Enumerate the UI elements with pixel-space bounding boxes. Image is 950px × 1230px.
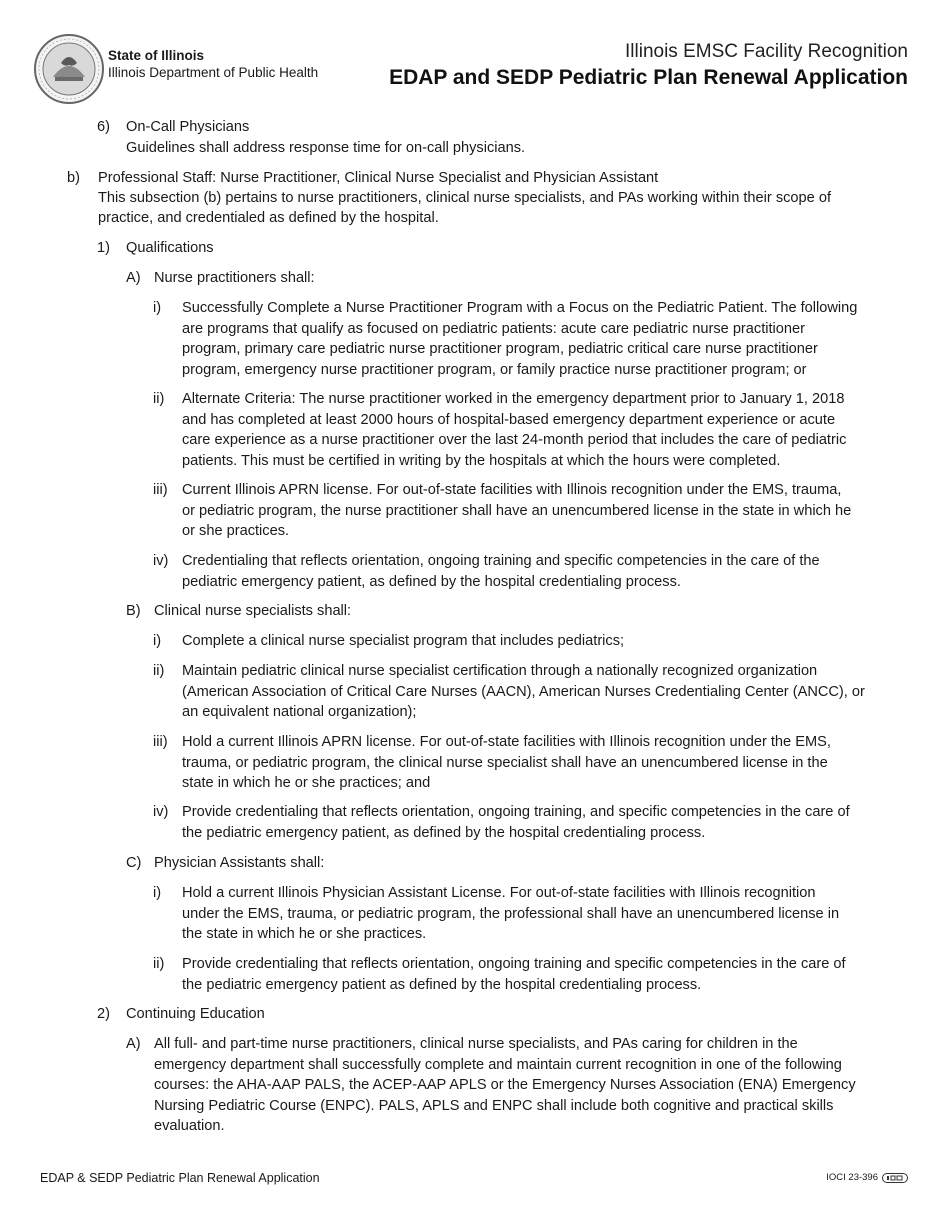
text-line: Provide credentialing that reflects orientation, ongoing training, and specific competencies in the care of (182, 804, 850, 820)
text-line: trauma, or pediatric program, the clinical nurse specialist shall have an unencumbered license in the (182, 754, 828, 771)
cns-item-ii-text (182, 661, 913, 723)
text-line: pediatric emergency patient, as defined by the hospital credentialing process. (182, 573, 681, 590)
text-line: Successfully Complete a Nurse Practitioner Program with a Focus on the Pediatric Patient. The following (182, 300, 858, 316)
pa-item-ii-text (182, 954, 913, 995)
text-line: Hold a current Illinois Physician Assistant License. For out-of-state facilities with Illinois recognition (182, 885, 816, 901)
np-item-i-text (182, 298, 913, 380)
clinical-nurse-specialists-title: Clinical nurse specialists shall: (154, 603, 352, 619)
text-line: state in which he or she practices; and (182, 775, 431, 791)
section-6-text: Guidelines shall address response time for on-call physicians. (126, 140, 526, 156)
text-line: are programs that qualify as focused on pediatric patients: acute care pediatric nurse practitioner (182, 320, 806, 337)
qualifications-number: 1) (97, 240, 110, 256)
np-item-iv-text (182, 551, 913, 592)
nurse-practitioners-title: Nurse practitioners shall: (154, 270, 315, 286)
cns-item-i-text (182, 631, 913, 652)
cns-item-iv-text (182, 802, 913, 843)
program-title: Illinois EMSC Facility Recognition (625, 41, 908, 62)
text-line: Hold a current Illinois APRN license. For out-of-state facilities with Illinois recognition under the EMS, (182, 734, 831, 750)
text-line: Alternate Criteria: The nurse practitioner worked in the emergency department prior to January 1, 2018 (182, 391, 845, 407)
np-item-ii-text (182, 389, 913, 471)
physician-assistants-title: Physician Assistants shall: (154, 855, 325, 871)
text-line: emergency department shall successfully complete and maintain current recognition in one of the following (154, 1056, 842, 1073)
text-line: or pediatric program, the nurse practitioner shall have an unencumbered license in the state in which he (182, 502, 852, 519)
section-b-title: Professional Staff: Nurse Practitioner, Clinical Nurse Specialist and Physician Assistant (98, 170, 659, 186)
np-item-i-label: i) (153, 300, 162, 316)
footer-form-number (826, 1172, 908, 1183)
text-line: Provide credentialing that reflects orientation, ongoing training and specific competencies in the care of (182, 956, 846, 972)
text-line: courses: the AHA-AAP PALS, the ACEP-AAP APLS or the Emergency Nurses Association (ENA) Emergency (154, 1077, 856, 1093)
text-line: the pediatric emergency patient as defined by the hospital credentialing process. (182, 976, 702, 993)
section-b-text-line-1: This subsection (b) pertains to nurse practitioners, clinical nurse specialists, and PAs working within their scope of (98, 190, 831, 206)
footer-document-name: EDAP & SEDP Pediatric Plan Renewal Application (40, 1171, 320, 1185)
np-item-iii-label: iii) (153, 482, 168, 498)
section-6-title: On-Call Physicians (126, 119, 250, 135)
document-title: EDAP and SEDP Pediatric Plan Renewal Application (389, 66, 908, 89)
text-line: the state in which he or she practices. (182, 926, 427, 942)
text-line: (American Association of Critical Care Nurses (AACN), American Nurses Credentialing Center (ANCC), or (182, 683, 865, 700)
qualifications-title: Qualifications (126, 240, 214, 256)
text-line: Maintain pediatric clinical nurse specialist certification through a nationally recognized organization (182, 663, 818, 679)
text-line: care experience as a nurse practitioner over the last 24-month period that includes the care of pediatric (182, 432, 847, 448)
nurse-practitioners-letter: A) (126, 270, 141, 286)
text-line: program, emergency nurse practitioner program, or family practice nurse practitioner program; or (182, 361, 807, 378)
section-b-letter: b) (67, 170, 80, 186)
idph-logo-icon (882, 1173, 908, 1183)
text-line: the pediatric emergency patient, as defined by the hospital credentialing process. (182, 824, 706, 841)
text-line: Credentialing that reflects orientation, ongoing training and specific competencies in the care of the (182, 553, 820, 569)
pa-item-ii-label: ii) (153, 956, 165, 972)
section-6-number: 6) (97, 119, 110, 135)
department-name: Illinois Department of Public Health (108, 65, 319, 80)
ce-item-a-label: A) (126, 1036, 141, 1052)
cns-item-iv-label: iv) (153, 804, 169, 820)
cns-item-iii-text (182, 732, 913, 794)
section-b-text-line-2: practice, and credentialed as defined by the hospital. (98, 210, 439, 226)
ce-item-a-text (154, 1034, 916, 1137)
text-line: Nursing Pediatric Course (ENPC). PALS, APLS and ENPC shall include both cognitive and practical skills (154, 1097, 834, 1114)
pa-item-i-text (182, 883, 913, 945)
form-code: IOCI 23-396 (826, 1172, 878, 1183)
continuing-education-title: Continuing Education (126, 1006, 265, 1022)
text-line: or she practices. (182, 523, 290, 539)
illinois-state-seal (33, 33, 105, 105)
text-line: Current Illinois APRN license. For out-of-state facilities with Illinois recognition under the EMS, trauma, (182, 482, 842, 498)
cns-item-ii-label: ii) (153, 663, 165, 679)
clinical-nurse-specialists-letter: B) (126, 603, 141, 619)
text-line: patients. This must be certified in writing by the hospitals at which the hours were completed. (182, 452, 781, 469)
page-header (0, 0, 950, 110)
text-line: All full- and part-time nurse practitioners, clinical nurse specialists, and PAs caring for children in the (154, 1036, 798, 1052)
physician-assistants-letter: C) (126, 855, 142, 871)
np-item-iv-label: iv) (153, 553, 169, 569)
state-name: State of Illinois (108, 48, 205, 63)
text-line: Complete a clinical nurse specialist program that includes pediatrics; (182, 633, 625, 649)
continuing-education-number: 2) (97, 1006, 110, 1022)
text-line: an equivalent national organization); (182, 704, 417, 720)
cns-item-iii-label: iii) (153, 734, 168, 750)
pa-item-i-label: i) (153, 885, 162, 901)
cns-item-i-label: i) (153, 633, 162, 649)
text-line: program, primary care pediatric nurse practitioner program, pediatric critical care nurse practitioner (182, 341, 818, 357)
np-item-ii-label: ii) (153, 391, 165, 407)
text-line: under the EMS, trauma, or pediatric program, the professional shall have an unencumbered license in (182, 905, 840, 922)
document-titles (389, 40, 908, 92)
np-item-iii-text (182, 480, 913, 542)
agency-block (108, 47, 318, 81)
text-line: and has completed at least 2000 hours of hospital-based emergency department experience or acute (182, 411, 836, 428)
text-line: evaluation. (154, 1118, 225, 1134)
